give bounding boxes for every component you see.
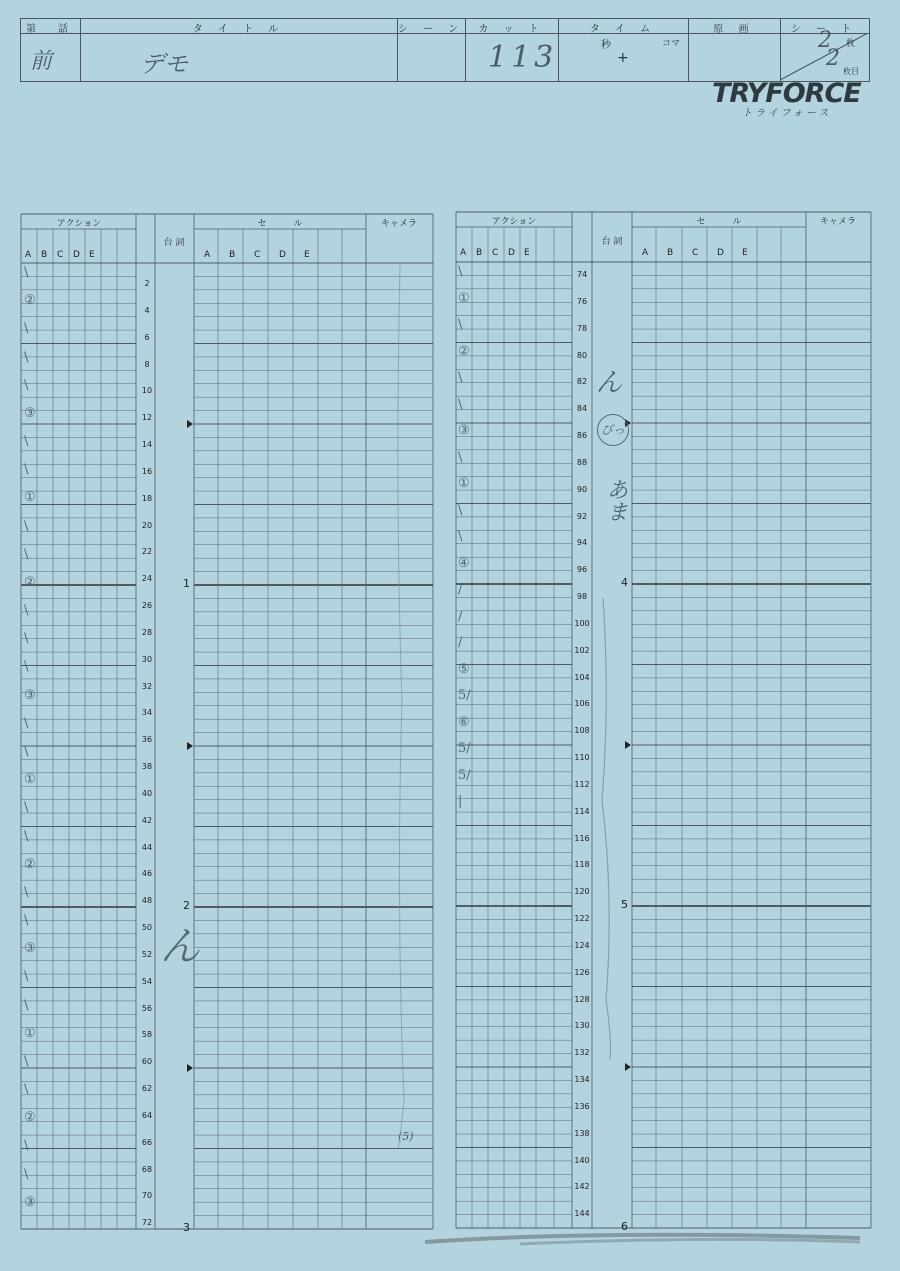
- left-action-mark: ③: [24, 941, 36, 957]
- right-frame-number: 104: [574, 672, 590, 682]
- right-action-mark: \: [458, 529, 463, 544]
- left-action-mark: \: [24, 997, 29, 1013]
- left-frame-number: 8: [144, 359, 150, 369]
- left-frame-number: 32: [141, 681, 153, 691]
- left-action-mark: \: [24, 1138, 29, 1154]
- left-frame-number: 16: [141, 466, 153, 476]
- right-frame-number: 82: [576, 377, 588, 387]
- left-cel-col-A: A: [204, 250, 211, 260]
- right-frame-number: 128: [574, 994, 590, 1004]
- right-frame-number: 102: [574, 645, 590, 655]
- time-sec-label: 秒: [601, 40, 611, 51]
- right-frame-number: 142: [574, 1182, 590, 1192]
- left-frame-number: 72: [141, 1218, 153, 1228]
- left-frame-number: 64: [141, 1110, 153, 1120]
- left-cel-col-D: D: [279, 250, 286, 260]
- right-frame-number: 94: [576, 538, 588, 548]
- left-frame-number: 58: [141, 1030, 153, 1040]
- right-frame-number: 112: [574, 779, 590, 789]
- left-action-mark: \: [24, 321, 29, 337]
- left-action-mark: ③: [24, 687, 36, 703]
- right-action-mark: 5/: [458, 688, 471, 703]
- right-frame-number: 78: [576, 323, 588, 333]
- left-cel-header: セ ル: [257, 219, 303, 229]
- sheet-page-label: 枚目: [843, 67, 859, 76]
- right-frame-number: 92: [576, 511, 588, 521]
- left-action-mark: ①: [24, 772, 36, 788]
- left-frame-number: 66: [141, 1137, 153, 1147]
- left-action-mark: ②: [24, 293, 36, 309]
- left-frame-number: 40: [141, 788, 153, 798]
- right-action-mark: ①: [458, 290, 470, 306]
- right-cel-col-C: C: [692, 248, 699, 258]
- episode-label: 第 話: [26, 24, 74, 35]
- right-action-mark: ⑥: [458, 714, 470, 730]
- left-action-mark: \: [24, 265, 29, 280]
- right-action-mark: ③: [458, 423, 470, 438]
- right-frame-number: 114: [574, 806, 590, 816]
- left-frame-number: 4: [144, 305, 150, 315]
- left-frame-number: 46: [141, 869, 153, 879]
- left-action-mark: \: [24, 1166, 29, 1182]
- right-frame-number: 116: [574, 833, 590, 843]
- right-action-mark: /: [458, 608, 463, 624]
- right-cel-col-E: E: [742, 248, 748, 258]
- left-frame-number: 48: [141, 896, 153, 906]
- right-frame-number: 126: [574, 967, 590, 977]
- left-action-mark: \: [24, 715, 29, 731]
- left-second-marker: 2: [183, 899, 190, 912]
- left-action-mark: \: [24, 744, 29, 759]
- right-action-mark: /: [458, 582, 463, 597]
- right-frame-number: 90: [576, 484, 588, 494]
- right-frame-number: 132: [574, 1048, 590, 1058]
- right-dialogue-circle: びっ: [601, 423, 626, 437]
- scene-label: シ ー ン: [397, 24, 465, 35]
- left-frame-number: 62: [141, 1084, 153, 1094]
- right-cel-col-B: B: [667, 248, 674, 258]
- right-dialogue-note-2: あま: [603, 478, 628, 522]
- left-frame-number: 36: [141, 735, 153, 745]
- right-frame-number: 98: [576, 592, 588, 602]
- right-second-marker: 5: [621, 898, 628, 911]
- left-frame-number: 2: [144, 279, 150, 289]
- left-action-mark: \: [24, 434, 29, 450]
- right-cel-col-D: D: [717, 248, 724, 258]
- right-frame-number: 140: [574, 1155, 590, 1165]
- right-frame-number: 74: [576, 270, 588, 280]
- left-action-mark: ②: [24, 574, 36, 590]
- left-frame-number: 22: [141, 547, 153, 557]
- left-action-mark: \: [24, 462, 29, 478]
- right-dialogue-header: 台 詞: [601, 237, 623, 247]
- episode-value: 前: [30, 49, 53, 74]
- right-frame-number: 134: [574, 1075, 590, 1085]
- left-action-header: アクション: [56, 219, 102, 229]
- camera-note: (5): [398, 1130, 414, 1143]
- right-frame-number: 96: [576, 565, 588, 575]
- right-frame-number: 86: [576, 431, 588, 441]
- left-action-mark: \: [24, 377, 29, 393]
- right-frame-number: 108: [574, 726, 590, 736]
- left-action-mark: \: [24, 913, 29, 929]
- title-value: デモ: [140, 50, 188, 78]
- right-frame-number: 118: [574, 860, 590, 870]
- left-frame-number: 12: [141, 413, 153, 423]
- right-action-col-D: D: [508, 248, 515, 258]
- right-action-mark: |: [458, 794, 463, 809]
- right-frame-number: 84: [576, 404, 588, 414]
- left-action-col-C: C: [57, 250, 64, 260]
- right-frame-number: 130: [574, 1021, 590, 1031]
- time-koma-label: コマ: [662, 39, 681, 49]
- left-cel-col-C: C: [254, 250, 261, 260]
- cut-value: 113: [488, 40, 558, 75]
- sheet-count: 2: [818, 28, 832, 53]
- left-action-mark: \: [24, 800, 29, 816]
- left-frame-number: 6: [144, 332, 150, 342]
- right-action-col-C: C: [492, 248, 499, 258]
- left-cel-col-E: E: [304, 250, 310, 260]
- left-action-mark: \: [24, 1082, 29, 1098]
- left-frame-number: 10: [141, 386, 153, 396]
- left-action-mark: ②: [24, 856, 36, 872]
- sheet-label: シ ー ト: [790, 24, 858, 35]
- left-action-col-B: B: [41, 250, 48, 260]
- right-camera-header: キャメラ: [819, 217, 856, 227]
- right-cel-header: セ ル: [696, 217, 742, 227]
- right-second-marker: 6: [621, 1220, 628, 1233]
- right-action-mark: ②: [458, 343, 470, 359]
- left-action-mark: \: [24, 828, 29, 844]
- right-action-col-E: E: [524, 248, 530, 258]
- left-action-mark: \: [24, 631, 29, 647]
- cut-label: カ ッ ト: [478, 24, 545, 35]
- left-action-col-E: E: [89, 250, 95, 260]
- left-frame-number: 26: [141, 601, 153, 611]
- left-action-mark: \: [24, 518, 29, 534]
- left-frame-number: 54: [141, 976, 153, 986]
- left-frame-number: 30: [141, 654, 153, 664]
- right-frame-number: 120: [574, 887, 590, 897]
- right-action-mark: /: [458, 635, 463, 650]
- right-action-mark: \: [458, 370, 463, 385]
- left-action-mark: \: [24, 546, 29, 562]
- right-frame-number: 144: [574, 1209, 590, 1219]
- right-cel-col-A: A: [642, 248, 649, 258]
- right-second-marker: 4: [621, 576, 628, 589]
- right-frame-number: 124: [574, 940, 590, 950]
- right-frame-number: 136: [574, 1101, 590, 1111]
- left-action-mark: \: [24, 884, 29, 900]
- left-frame-number: 34: [141, 708, 153, 718]
- right-action-mark: 5/: [458, 741, 471, 756]
- right-action-mark: 5/: [458, 767, 471, 783]
- right-action-mark: ⑤: [458, 661, 470, 677]
- left-action-mark: ①: [24, 490, 36, 506]
- right-action-mark: \: [458, 317, 463, 332]
- tryforce-logo-sub: トライフォース: [742, 108, 832, 119]
- right-action-mark: ④: [458, 555, 470, 571]
- sheet-page: 2: [826, 46, 840, 71]
- left-action-col-D: D: [73, 250, 80, 260]
- left-camera-header: キャメラ: [380, 219, 417, 229]
- right-action-mark: ①: [458, 476, 470, 491]
- right-action-mark: \: [458, 502, 463, 518]
- left-action-mark: \: [24, 1053, 29, 1069]
- left-action-mark: \: [24, 969, 29, 985]
- time-label: タ イ ム: [589, 24, 657, 35]
- sheet-count-label: 枚: [846, 39, 856, 49]
- left-action-mark: \: [24, 603, 29, 619]
- right-frame-number: 76: [576, 296, 588, 306]
- tryforce-logo: TRYFORCE: [712, 78, 861, 109]
- right-action-header: アクション: [491, 217, 537, 227]
- left-action-mark: ②: [24, 1110, 36, 1126]
- right-frame-number: 106: [574, 699, 590, 709]
- left-action-mark: \: [24, 659, 29, 675]
- right-action-mark: \: [458, 449, 463, 465]
- right-frame-number: 138: [574, 1128, 590, 1138]
- left-cel-col-B: B: [229, 250, 236, 260]
- time-plus: +: [617, 50, 629, 66]
- left-second-marker: 3: [183, 1221, 190, 1234]
- left-action-mark: \: [24, 349, 29, 365]
- left-action-mark: ①: [24, 1025, 36, 1041]
- left-frame-number: 28: [141, 627, 153, 637]
- left-action-mark: ③: [24, 405, 36, 421]
- left-dialogue-header: 台 詞: [163, 238, 185, 248]
- right-action-col-A: A: [460, 248, 467, 258]
- left-frame-number: 44: [141, 842, 153, 852]
- left-frame-number: 24: [141, 574, 153, 584]
- left-second-marker: 1: [183, 577, 190, 590]
- right-frame-number: 110: [574, 753, 590, 763]
- left-action-col-A: A: [25, 250, 32, 260]
- right-action-col-B: B: [476, 248, 483, 258]
- left-frame-number: 50: [141, 923, 153, 933]
- left-frame-number: 56: [141, 1003, 153, 1013]
- left-frame-number: 70: [141, 1191, 153, 1201]
- left-frame-number: 52: [141, 949, 153, 959]
- left-frame-number: 42: [141, 815, 153, 825]
- right-frame-number: 80: [576, 350, 588, 360]
- right-dialogue-note-1: ん: [596, 368, 623, 398]
- right-frame-number: 122: [574, 914, 590, 924]
- left-frame-number: 60: [141, 1057, 153, 1067]
- title-label: タ イ ト ル: [192, 24, 285, 35]
- right-frame-number: 100: [574, 618, 590, 628]
- left-action-mark: ③: [24, 1194, 36, 1210]
- genga-label: 原 画: [713, 24, 755, 35]
- left-frame-number: 18: [141, 493, 153, 503]
- left-frame-number: 38: [141, 762, 153, 772]
- right-frame-number: 88: [576, 457, 588, 467]
- right-action-mark: \: [458, 396, 463, 412]
- left-frame-number: 20: [141, 520, 153, 530]
- left-frame-number: 68: [141, 1164, 153, 1174]
- right-action-mark: \: [458, 264, 463, 279]
- left-dialogue-note: ん: [160, 924, 200, 970]
- left-frame-number: 14: [141, 440, 153, 450]
